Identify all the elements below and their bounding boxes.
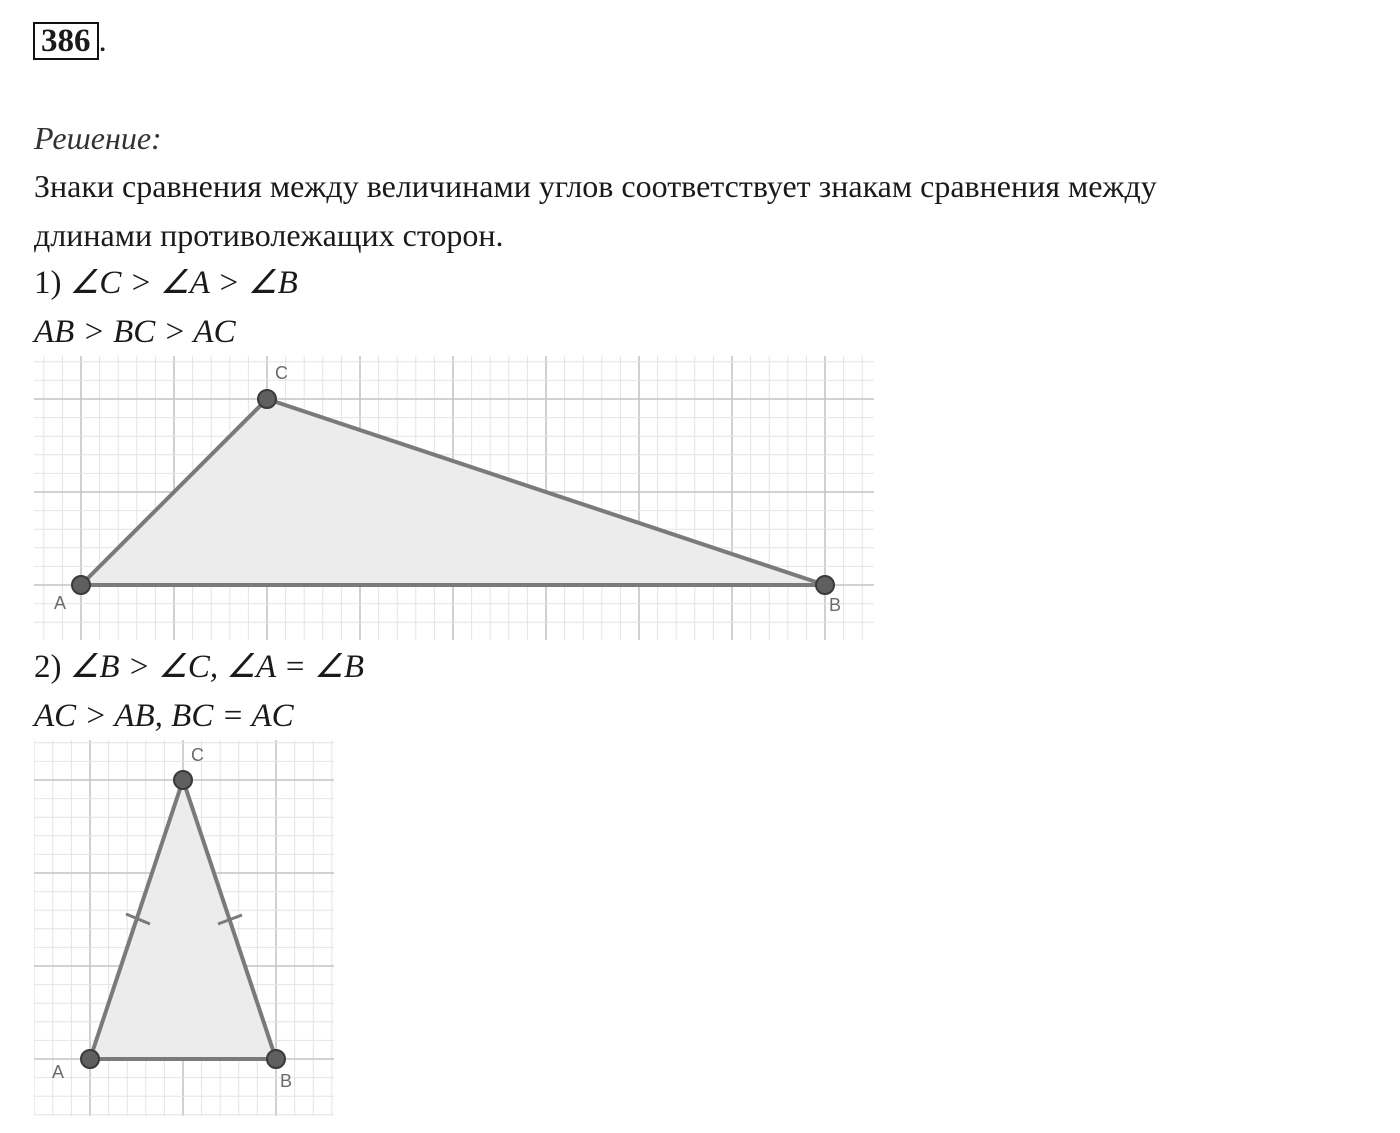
case-1-index: 1) bbox=[34, 265, 62, 301]
vertex-a-point bbox=[81, 1050, 99, 1068]
vertex-c-label: C bbox=[191, 745, 204, 765]
case-1-angles bbox=[34, 263, 298, 303]
triangle-2 bbox=[90, 780, 276, 1059]
triangle-figure-2 bbox=[34, 740, 334, 1121]
solution-text-line-2: длинами противолежащих сторон. bbox=[34, 217, 504, 253]
triangle-figure-2-svg bbox=[34, 740, 334, 1116]
vertex-c-point bbox=[174, 771, 192, 789]
case-2-angle-relation: ∠B > ∠C, ∠A = ∠B bbox=[69, 649, 365, 685]
vertex-a-point bbox=[72, 576, 90, 594]
problem-number-dot: . bbox=[98, 23, 107, 59]
vertex-b-label: B bbox=[280, 1071, 293, 1091]
solution-label: Решение: bbox=[34, 120, 162, 156]
case-1-side-relation: AB > BC > AC bbox=[34, 314, 236, 350]
problem-number-box: 386 bbox=[33, 22, 99, 60]
triangle-figure-1 bbox=[34, 356, 874, 645]
case-2-index: 2) bbox=[34, 649, 62, 685]
vertex-c-label: C bbox=[275, 363, 288, 383]
solution-text-line-1: Знаки сравнения между величинами углов соответствует знакам сравнения между bbox=[34, 168, 1157, 204]
case-1-angle-relation: ∠C > ∠A > ∠B bbox=[69, 265, 298, 301]
case-2-angles bbox=[34, 647, 364, 687]
vertex-b-label: B bbox=[829, 595, 842, 615]
vertex-b-point bbox=[816, 576, 834, 594]
vertex-a-label: A bbox=[54, 593, 67, 613]
case-2-sides bbox=[34, 696, 294, 736]
case-2-side-relation: AC > AB, BC = AC bbox=[34, 698, 294, 734]
triangle-figure-1-svg bbox=[34, 356, 874, 640]
vertex-a-label: A bbox=[52, 1062, 65, 1082]
vertex-c-point bbox=[258, 390, 276, 408]
problem-number bbox=[33, 22, 107, 60]
vertex-b-point bbox=[267, 1050, 285, 1068]
case-1-sides bbox=[34, 312, 236, 352]
